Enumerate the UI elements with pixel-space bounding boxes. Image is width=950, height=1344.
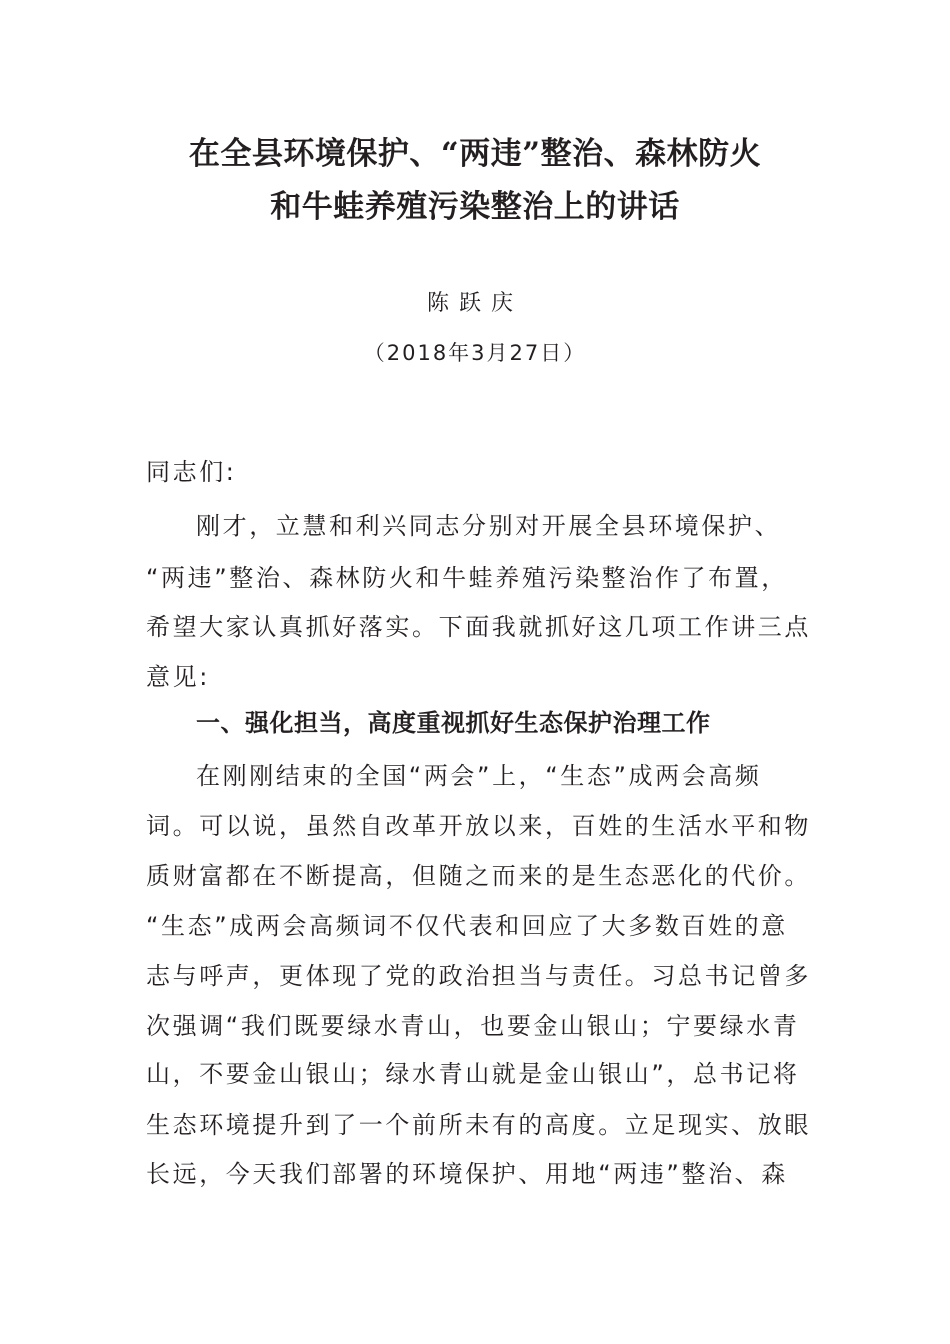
body-line-8: 生态环境提升到了一个前所未有的高度。立足现实、放眼 — [146, 1111, 811, 1139]
body-line-2: 词。可以说，虽然自改革开放以来，百姓的生活水平和物 — [146, 812, 811, 840]
salutation: 同志们: — [146, 458, 237, 486]
intro-line-4: 意见: — [146, 663, 210, 691]
document-title-line-1: 在全县环境保护、“两违”整治、森林防火 — [188, 136, 762, 172]
speech-date: （2018年3月27日） — [363, 341, 587, 365]
author-name: 陈跃庆 — [426, 291, 523, 316]
body-line-5: 志与呼声，更体现了党的政治担当与责任。习总书记曾多 — [146, 962, 811, 990]
intro-line-1: 刚才，立慧和利兴同志分别对开展全县环境保护、 — [196, 512, 782, 540]
body-line-1: 在刚刚结束的全国“两会”上，“生态”成两会高频 — [196, 762, 762, 790]
body-line-7: 山，不要金山银山；绿水青山就是金山银山”，总书记将 — [146, 1060, 800, 1088]
document-title-line-2: 和牛蛙养殖污染整治上的讲话 — [270, 189, 680, 225]
body-line-9: 长远，今天我们部署的环境保护、用地“两违”整治、森 — [146, 1160, 788, 1188]
body-line-3: 质财富都在不断提高，但随之而来的是生态恶化的代价。 — [146, 862, 811, 890]
intro-line-2: “两违”整治、森林防火和牛蛙养殖污染整治作了布置， — [146, 564, 788, 592]
section-1-heading: 一、强化担当，高度重视抓好生态保护治理工作 — [196, 709, 711, 737]
intro-line-3: 希望大家认真抓好落实。下面我就抓好这几项工作讲三点 — [146, 613, 811, 641]
body-line-4: “生态”成两会高频词不仅代表和回应了大多数百姓的意 — [146, 912, 788, 940]
body-line-6: 次强调“我们既要绿水青山，也要金山银山；宁要绿水青 — [146, 1012, 800, 1040]
